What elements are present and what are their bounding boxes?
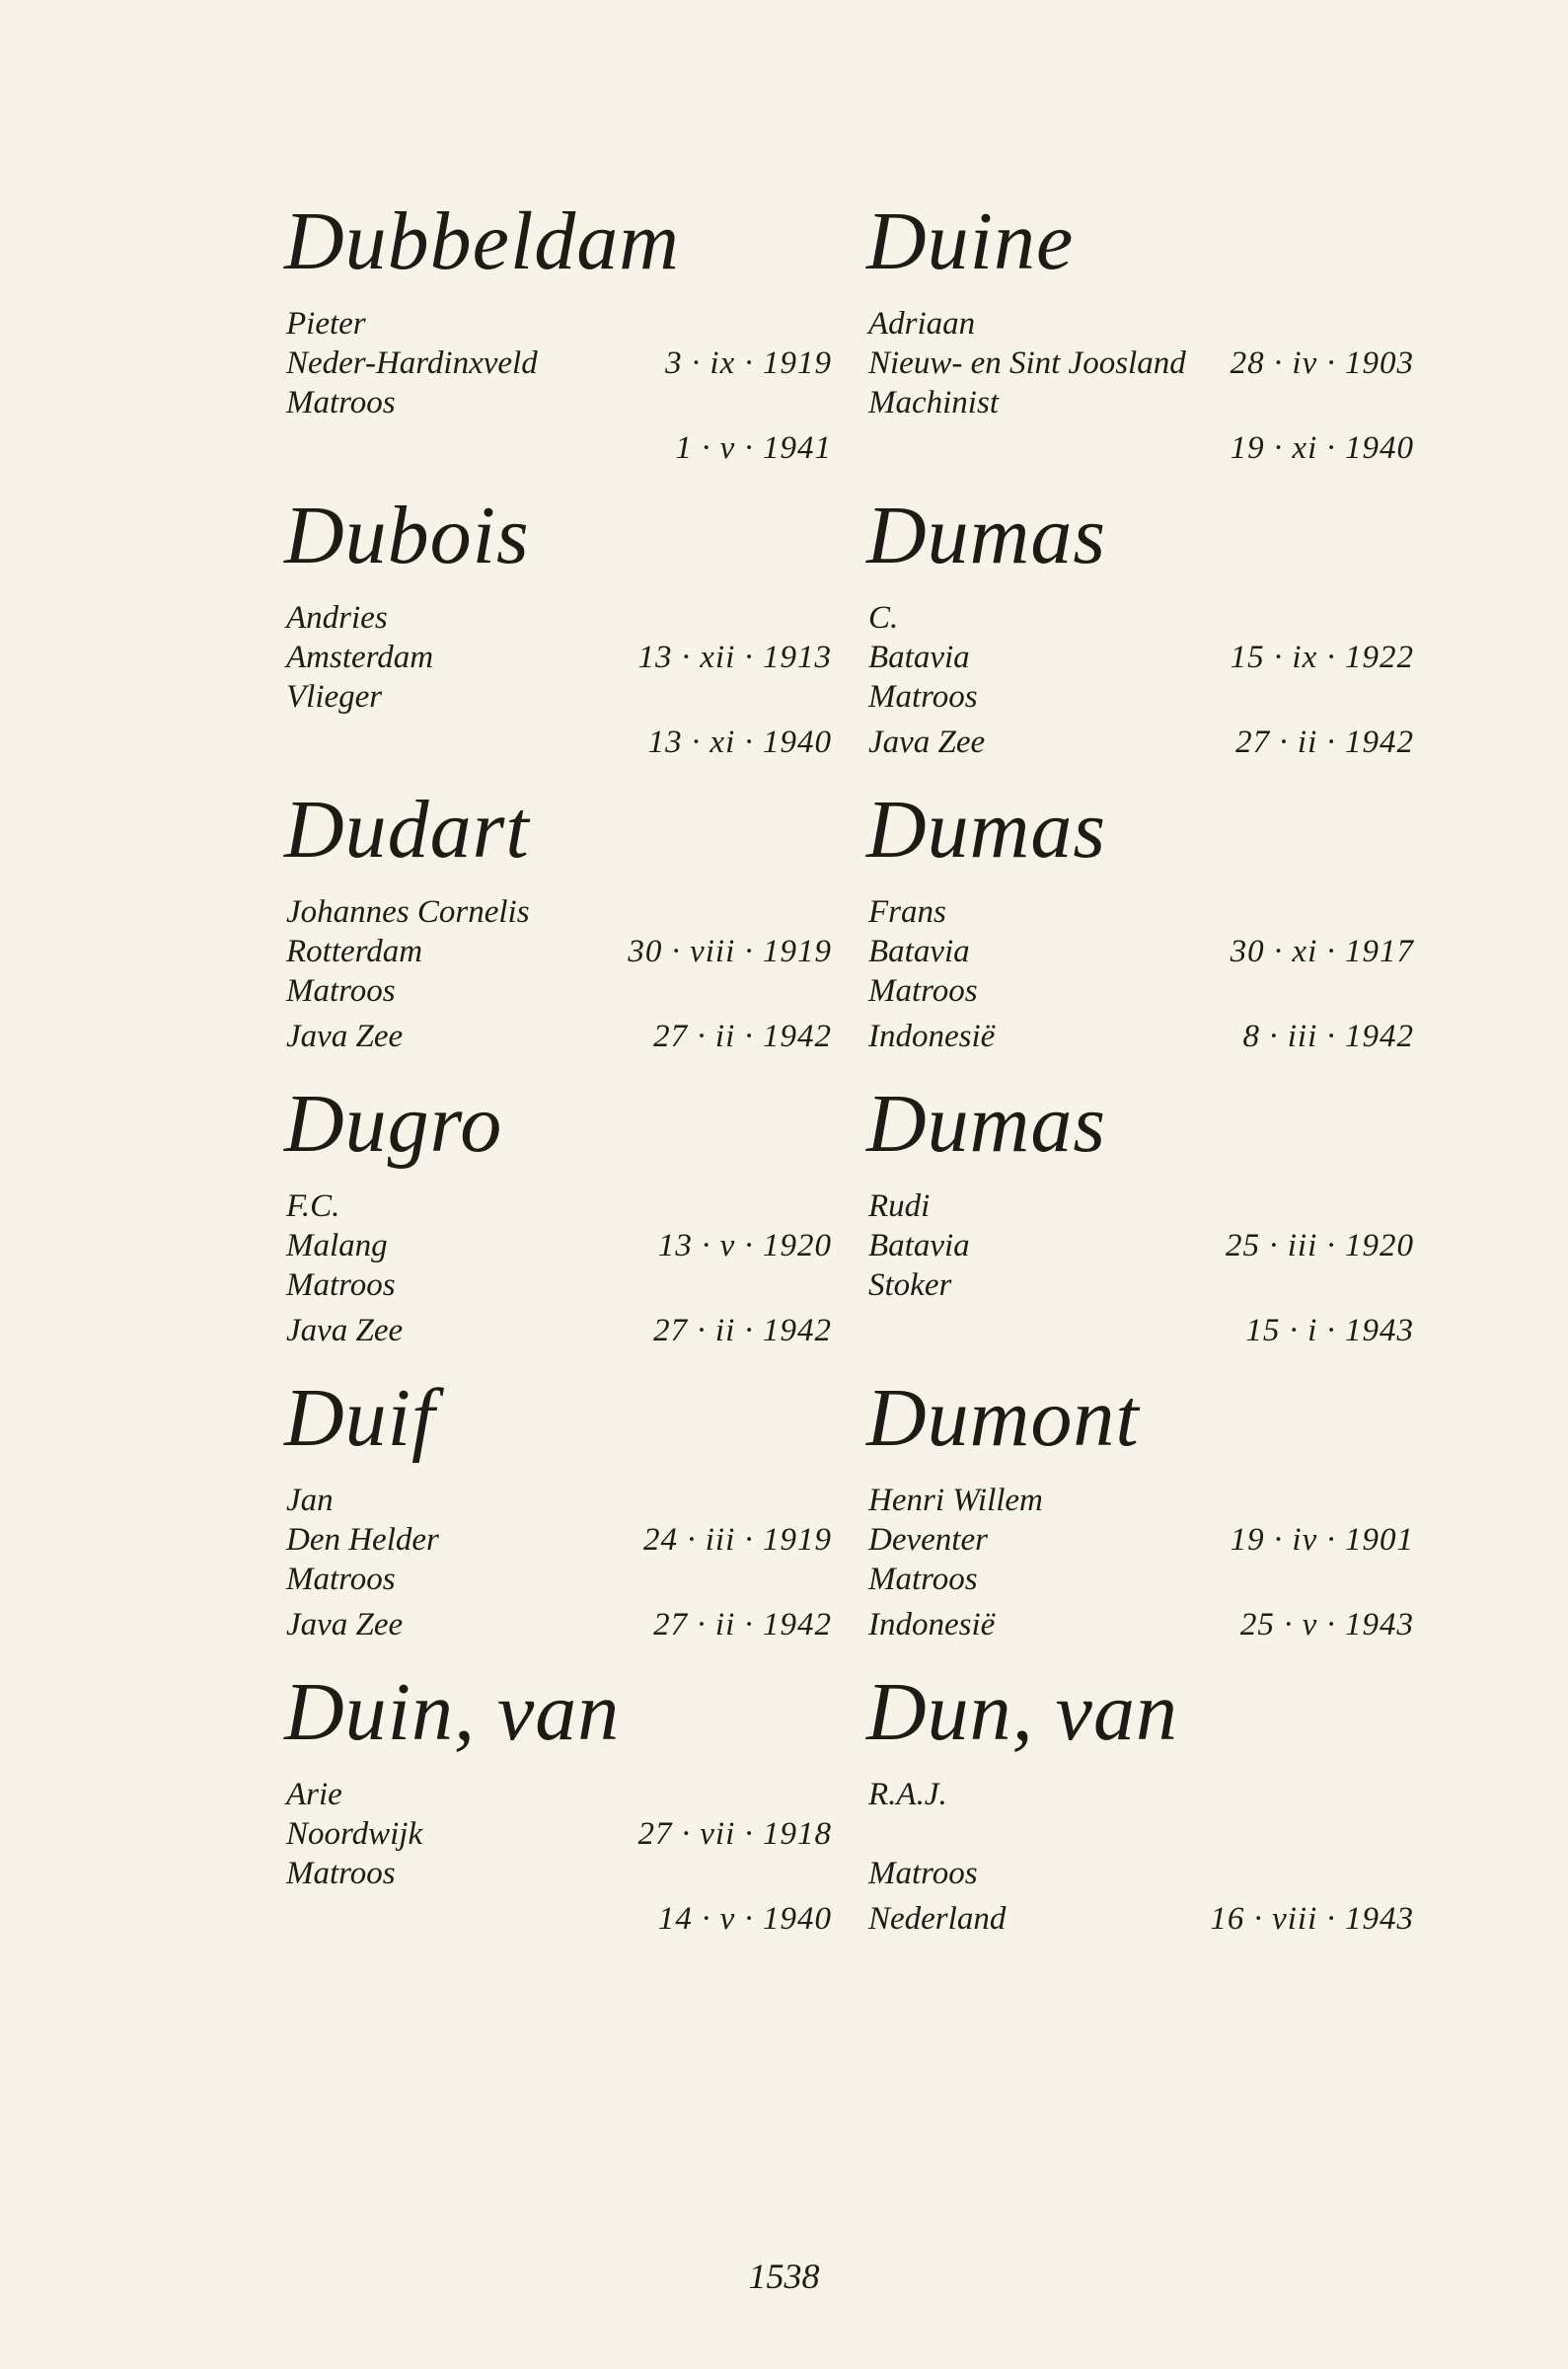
birthplace: Noordwijk: [286, 1816, 423, 1852]
birthplace: Den Helder: [286, 1522, 439, 1558]
memorial-entry: [866, 781, 1414, 1075]
birth-date: 30 · viii · 1919: [628, 934, 832, 969]
given-name-line: [868, 1480, 1414, 1521]
death-date: 8 · iii · 1942: [1242, 1019, 1414, 1054]
death-line: [868, 722, 1414, 763]
birth-date: 13 · xii · 1913: [637, 640, 832, 675]
occupation: Matroos: [286, 1267, 396, 1303]
given-name-line: [286, 1480, 832, 1521]
birth-line: [868, 1225, 1414, 1266]
death-line: [286, 427, 832, 469]
death-date: 19 · xi · 1940: [1230, 430, 1414, 466]
birth-line: [868, 931, 1414, 972]
birth-line: [286, 637, 832, 678]
birth-line: [868, 637, 1414, 678]
birth-date: 13 · v · 1920: [657, 1228, 832, 1263]
given-name-line: [286, 891, 832, 933]
death-place: Indonesië: [868, 1607, 996, 1643]
occupation-line: [286, 1264, 832, 1306]
death-date: 1 · v · 1941: [675, 430, 832, 466]
surname: Dubois: [284, 490, 530, 581]
given-name-line: [868, 1774, 1414, 1815]
memorial-entry: [284, 192, 832, 487]
death-line: [868, 1604, 1414, 1645]
birth-line: [286, 343, 832, 384]
death-place: Java Zee: [286, 1019, 404, 1054]
given-name-line: [286, 1774, 832, 1815]
memorial-entry: [284, 781, 832, 1075]
death-date: 27 · ii · 1942: [653, 1313, 832, 1348]
death-date: 27 · ii · 1942: [1235, 725, 1414, 760]
death-line: [868, 427, 1414, 469]
memorial-entry: [284, 487, 832, 781]
memorial-entry: [284, 1369, 832, 1663]
given-name-line: [868, 1185, 1414, 1227]
death-date: 25 · v · 1943: [1239, 1607, 1414, 1643]
death-line: [286, 1016, 832, 1057]
birthplace: Amsterdam: [286, 640, 434, 675]
surname: Dumas: [866, 784, 1107, 876]
death-date: 27 · ii · 1942: [653, 1607, 832, 1643]
death-line: [868, 1016, 1414, 1057]
occupation-line: [868, 970, 1414, 1012]
memorial-entry: [284, 1075, 832, 1369]
death-place: Java Zee: [286, 1607, 404, 1643]
given-name: Andries: [286, 600, 388, 636]
given-name: Pieter: [286, 306, 366, 342]
birth-date: 3 · ix · 1919: [665, 345, 832, 381]
birth-date: 24 · iii · 1919: [642, 1522, 832, 1558]
occupation-line: [868, 1559, 1414, 1600]
birth-date: 19 · iv · 1901: [1230, 1522, 1414, 1558]
given-name: Rudi: [868, 1188, 931, 1224]
birth-date: 25 · iii · 1920: [1225, 1228, 1414, 1263]
occupation: Stoker: [868, 1267, 952, 1303]
occupation-line: [286, 970, 832, 1012]
birthplace: Rotterdam: [286, 934, 423, 969]
given-name: F.C.: [286, 1188, 340, 1224]
death-place: Java Zee: [286, 1313, 404, 1348]
death-place: Nederland: [868, 1901, 1007, 1937]
right-column: [866, 192, 1414, 1957]
death-line: [286, 1310, 832, 1351]
occupation: Matroos: [286, 1856, 396, 1891]
occupation: Matroos: [868, 1562, 978, 1597]
birthplace: Batavia: [868, 934, 970, 969]
birth-date: 28 · iv · 1903: [1230, 345, 1414, 381]
birth-line: [286, 931, 832, 972]
given-name-line: [286, 1185, 832, 1227]
birthplace: Neder-Hardinxveld: [286, 345, 538, 381]
death-line: [286, 722, 832, 763]
given-name-line: [286, 597, 832, 639]
death-date: 15 · i · 1943: [1245, 1313, 1414, 1348]
death-line: [868, 1898, 1414, 1940]
surname: Dumas: [866, 490, 1107, 581]
surname: Duin, van: [284, 1666, 621, 1758]
death-line: [286, 1604, 832, 1645]
death-date: 14 · v · 1940: [657, 1901, 832, 1937]
surname: Dubbeldam: [284, 195, 680, 287]
death-date: 16 · viii · 1943: [1210, 1901, 1414, 1937]
occupation-line: [286, 382, 832, 423]
surname: Dugro: [284, 1078, 503, 1170]
surname: Duif: [284, 1372, 436, 1464]
occupation-line: [286, 1559, 832, 1600]
death-place: Java Zee: [868, 725, 986, 760]
page-number: 1538: [748, 2256, 820, 2296]
given-name-line: [868, 303, 1414, 344]
occupation-line: [868, 1264, 1414, 1306]
given-name-line: [868, 891, 1414, 933]
birth-date: 30 · xi · 1917: [1230, 934, 1414, 969]
surname: Dumont: [866, 1372, 1140, 1464]
birth-date: 15 · ix · 1922: [1230, 640, 1414, 675]
birth-line: [868, 343, 1414, 384]
given-name: Jan: [286, 1483, 334, 1518]
death-line: [286, 1898, 832, 1940]
given-name: R.A.J.: [868, 1777, 947, 1812]
occupation-line: [868, 382, 1414, 423]
birth-line: [286, 1519, 832, 1561]
birth-date: 27 · vii · 1918: [637, 1816, 832, 1852]
given-name: Arie: [286, 1777, 342, 1812]
given-name: Johannes Cornelis: [286, 894, 530, 930]
occupation: Matroos: [286, 973, 396, 1009]
occupation: Matroos: [286, 385, 396, 420]
occupation: Matroos: [868, 1856, 978, 1891]
birth-line: [868, 1813, 1414, 1855]
occupation: Machinist: [868, 385, 999, 420]
given-name: Adriaan: [868, 306, 976, 342]
birthplace: Batavia: [868, 640, 970, 675]
birthplace: Nieuw- en Sint Joosland: [868, 345, 1186, 381]
birthplace: Batavia: [868, 1228, 970, 1263]
occupation-line: [286, 1853, 832, 1894]
memorial-entry: [284, 1663, 832, 1957]
given-name-line: [286, 303, 832, 344]
occupation: Vlieger: [286, 679, 383, 715]
given-name: Frans: [868, 894, 946, 930]
surname: Duine: [866, 195, 1075, 287]
memorial-entry: [866, 1369, 1414, 1663]
occupation: Matroos: [286, 1562, 396, 1597]
death-date: 13 · xi · 1940: [647, 725, 832, 760]
left-column: [284, 192, 832, 1957]
given-name-line: [868, 597, 1414, 639]
memorial-entry: [866, 1663, 1414, 1957]
memorial-entry: [866, 192, 1414, 487]
given-name: C.: [868, 600, 899, 636]
birthplace: Deventer: [868, 1522, 988, 1558]
occupation-line: [868, 1853, 1414, 1894]
death-place: Indonesië: [868, 1019, 996, 1054]
surname: Dudart: [284, 784, 530, 876]
birth-line: [286, 1813, 832, 1855]
occupation: Matroos: [868, 973, 978, 1009]
birth-line: [286, 1225, 832, 1266]
occupation-line: [286, 676, 832, 718]
death-line: [868, 1310, 1414, 1351]
surname: Dumas: [866, 1078, 1107, 1170]
death-date: 27 · ii · 1942: [653, 1019, 832, 1054]
memorial-entry: [866, 1075, 1414, 1369]
occupation-line: [868, 676, 1414, 718]
birth-line: [868, 1519, 1414, 1561]
surname: Dun, van: [866, 1666, 1178, 1758]
given-name: Henri Willem: [868, 1483, 1043, 1518]
occupation: Matroos: [868, 679, 978, 715]
birthplace: Malang: [286, 1228, 388, 1263]
memorial-entry: [866, 487, 1414, 781]
